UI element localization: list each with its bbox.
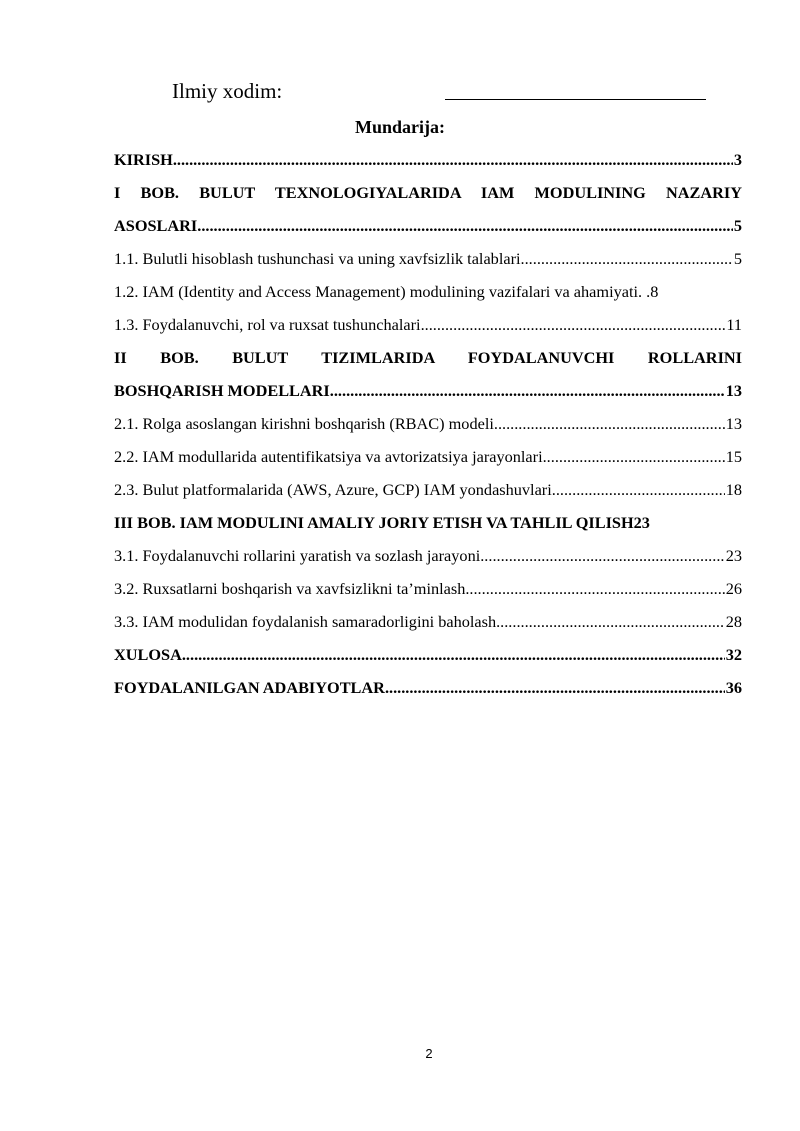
toc-entry-title: 2.3. Bulut platformalarida (AWS, Azure, GCP) IAM yondashuvlari (114, 480, 552, 499)
toc-entry-page: 23 (633, 513, 650, 532)
toc-entry-chapter-2[interactable] (114, 341, 742, 374)
toc-entry-title: BOSHQARISH MODELLARI (114, 381, 330, 400)
toc-heading: Mundarija: (355, 117, 445, 137)
toc-leader-dots (421, 308, 726, 341)
toc-entry-page: 8 (650, 282, 659, 301)
toc-entry-2-3[interactable] (114, 473, 742, 506)
toc-entry-3-1[interactable] (114, 539, 742, 572)
toc-leader-dots (173, 143, 733, 176)
toc-leader-dots (521, 242, 733, 275)
signature-line (445, 99, 706, 100)
toc-leader-dots (496, 605, 725, 638)
toc-leader-dots (552, 473, 725, 506)
toc-entry-page: 26 (725, 579, 742, 598)
toc-entry-title: 1.3. Foydalanuvchi, rol va ruxsat tushunchalari (114, 315, 421, 334)
toc-entry-title: 1.1. Bulutli hisoblash tushunchasi va uning xavfsizlik talablari (114, 249, 521, 268)
toc-entry-kirish[interactable] (114, 143, 742, 176)
toc-entry-1-3[interactable] (114, 308, 742, 341)
toc-entry-adabiyotlar[interactable] (114, 671, 742, 704)
toc-entry-page: 13 (725, 414, 742, 433)
toc-entry-title: 1.2. IAM (Identity and Access Management) modulining vazifalari va ahamiyati. . (114, 282, 651, 301)
toc-entry-title: 3.2. Ruxsatlarni boshqarish va xavfsizlikni ta’minlash (114, 579, 466, 598)
table-of-contents (114, 143, 742, 704)
toc-leader-dots (543, 440, 725, 473)
toc-entry-1-1[interactable] (114, 242, 742, 275)
toc-entry-page: 11 (726, 315, 742, 334)
toc-entry-chapter-3[interactable] (114, 506, 742, 539)
toc-entry-3-3[interactable] (114, 605, 742, 638)
toc-entry-page: 13 (725, 381, 742, 400)
toc-entry-2-2[interactable] (114, 440, 742, 473)
toc-entry-page: 28 (725, 612, 742, 631)
toc-entry-chapter-1[interactable] (114, 176, 742, 209)
toc-entry-page: 36 (725, 678, 742, 697)
toc-entry-title: 3.1. Foydalanuvchi rollarini yaratish va sozlash jarayoni (114, 546, 481, 565)
toc-entry-chapter-1-cont[interactable] (114, 209, 742, 242)
toc-entry-page: 23 (725, 546, 742, 565)
toc-entry-xulosa[interactable] (114, 638, 742, 671)
toc-entry-page: 5 (733, 216, 742, 235)
toc-entry-page: 5 (733, 249, 742, 268)
toc-entry-page: 18 (725, 480, 742, 499)
page-number: 2 (425, 1046, 433, 1061)
toc-entry-title: 2.2. IAM modullarida autentifikatsiya va avtorizatsiya jarayonlari (114, 447, 543, 466)
toc-entry-title: 2.1. Rolga asoslangan kirishni boshqarish (RBAC) modeli (114, 414, 494, 433)
toc-entry-1-2[interactable] (114, 275, 742, 308)
toc-entry-title: FOYDALANILGAN ADABIYOTLAR (114, 678, 385, 697)
toc-leader-dots (182, 638, 725, 671)
toc-entry-title: ASOSLARI (114, 216, 198, 235)
toc-entry-page: 15 (725, 447, 742, 466)
toc-leader-dots (330, 374, 725, 407)
toc-entry-title: I BOB. BULUT TEXNOLOGIYALARIDA IAM MODULINING NAZARIY (114, 183, 742, 202)
signature-row (172, 78, 712, 108)
toc-entry-2-1[interactable] (114, 407, 742, 440)
signature-label: Ilmiy xodim: (172, 79, 283, 103)
toc-entry-title: KIRISH (114, 150, 173, 169)
toc-leader-dots (480, 539, 724, 572)
toc-entry-page: 3 (733, 150, 742, 169)
toc-entry-title: III BOB. IAM MODULINI AMALIY JORIY ETISH VA TAHLIL QILISH (114, 513, 634, 532)
toc-entry-chapter-2-cont[interactable] (114, 374, 742, 407)
toc-leader-dots (494, 407, 725, 440)
toc-entry-3-2[interactable] (114, 572, 742, 605)
toc-entry-title: XULOSA (114, 645, 182, 664)
toc-entry-title: 3.3. IAM modulidan foydalanish samaradorligini baholash (114, 612, 497, 631)
toc-leader-dots (465, 572, 724, 605)
toc-leader-dots (197, 209, 733, 242)
toc-entry-page: 32 (725, 645, 742, 664)
toc-leader-dots (385, 671, 725, 704)
toc-entry-title: II BOB. BULUT TIZIMLARIDA FOYDALANUVCHI ROLLARINI (114, 348, 742, 367)
